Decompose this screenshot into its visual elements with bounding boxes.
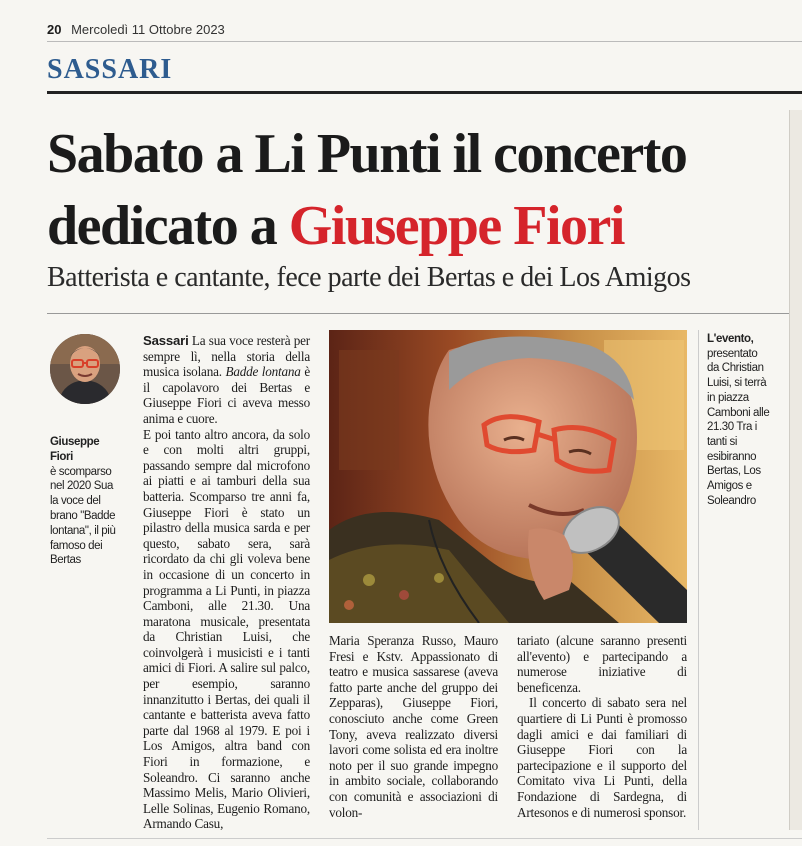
subhead-rule — [47, 313, 802, 314]
event-box — [707, 332, 771, 508]
event-label: L'evento, — [707, 333, 754, 345]
song-title: Badde lontana — [225, 364, 301, 380]
headline-name: Giuseppe Fiori — [288, 195, 624, 257]
bottom-rule — [47, 838, 802, 839]
column-divider — [698, 330, 699, 830]
adjacent-page-edge — [790, 110, 802, 830]
article-column-2 — [329, 633, 498, 820]
section-title: SASSARI — [47, 54, 173, 85]
subheadline: Batterista e cantante, fece parte dei Bertas e dei Los Amigos — [47, 262, 691, 293]
headline-line2 — [47, 190, 802, 262]
article-column-3 — [517, 633, 687, 820]
paragraph-2: E poi tanto altro ancora, da solo e con molti altri gruppi, passando sempre dal microfono ai piatti e ai tamburi della sua batteria. Scomparso tre anni fa, Giuseppe Fiori è stato un pilastro della musica sarda e per questo, sabato sera, sarà ricordato da chi gli voleva bene in occasione di un concerto in programma a Li Punti, in piazza Camboni, alle 21.30. Una maratona musicale, presentata da Christian Luisi, che coinvolgerà i musicisti e i tanti amici di Fiori. A salire sul palco, per esempio, saranno innanzitutto i Bertas, dei quali il cantante e batterista aveva fatto parte dal 1968 al 1979. E poi i Los Amigos, altra band con Fiori in formazione, e Soleandro. Ci saranno anche Massimo Melis, Mario Olivieri, Lelle Solinas, Eugenio Romano, Armando Casu, — [143, 426, 310, 832]
sidebar-name: Giuseppe Fiori — [50, 436, 100, 463]
page-number: 20 — [47, 22, 62, 37]
singer-photo — [329, 330, 687, 623]
section-rule — [47, 91, 802, 94]
headline — [47, 118, 802, 262]
portrait-image — [50, 334, 120, 404]
paragraph-1-text-a: La sua voce resterà per sempre lì, nella storia della musica isolana. — [143, 333, 310, 380]
paragraph-3: Maria Speranza Russo, Mauro Fresi e Kstv. Appassionato di teatro e musica sassarese (aveva fatto parte anche del gruppo dei Zepparas), Giuseppe Fiori, conosciuto anche come Green Tony, aveva realizzato diversi lavori come solista ed era inoltre noto per il suo grande impegno in ambito sociale, collaborando con comunità e associazioni di volon- — [329, 633, 498, 820]
page-header — [47, 22, 802, 40]
article-column-1 — [143, 333, 310, 832]
event-text: presentato da Christian Luisi, si terrà in piazza Camboni alle 21.30 Tra i tanti si esibiranno Bertas, Los Amigos e Soleandro — [707, 347, 770, 507]
paragraph-1 — [143, 333, 310, 427]
publication-date: Mercoledì 11 Ottobre 2023 — [71, 22, 225, 37]
paragraph-5: Il concerto di sabato sera nel quartiere di Li Punti è promosso dagli amici e dai familiari di Giuseppe Fiori con la partecipazione e il supporto del Comitato viva Li Punti, della Fondazione di Sardegna, di Artesonos e di numerosi sponsor. — [517, 695, 687, 820]
headline-prefix: dedicato a — [47, 195, 289, 257]
dateline: Sassari — [143, 333, 189, 348]
header-rule — [47, 41, 802, 42]
sidebar-text: è scomparso nel 2020 Sua la voce del brano "Badde lontana", il più famoso dei Bertas — [50, 465, 116, 567]
paragraph-4: tariato (alcune saranno presenti all'evento) e partecipando a numerose iniziative di beneficenza. — [517, 633, 687, 695]
portrait-thumbnail — [50, 334, 120, 404]
article-photo — [329, 330, 687, 623]
headline-line1: Sabato a Li Punti il concerto — [47, 123, 687, 185]
sidebar-caption — [50, 435, 120, 568]
paragraph-1-text-b: è il capolavoro dei Bertas e Giuseppe Fiori ci aveva messo anima e cuore. — [143, 364, 310, 426]
